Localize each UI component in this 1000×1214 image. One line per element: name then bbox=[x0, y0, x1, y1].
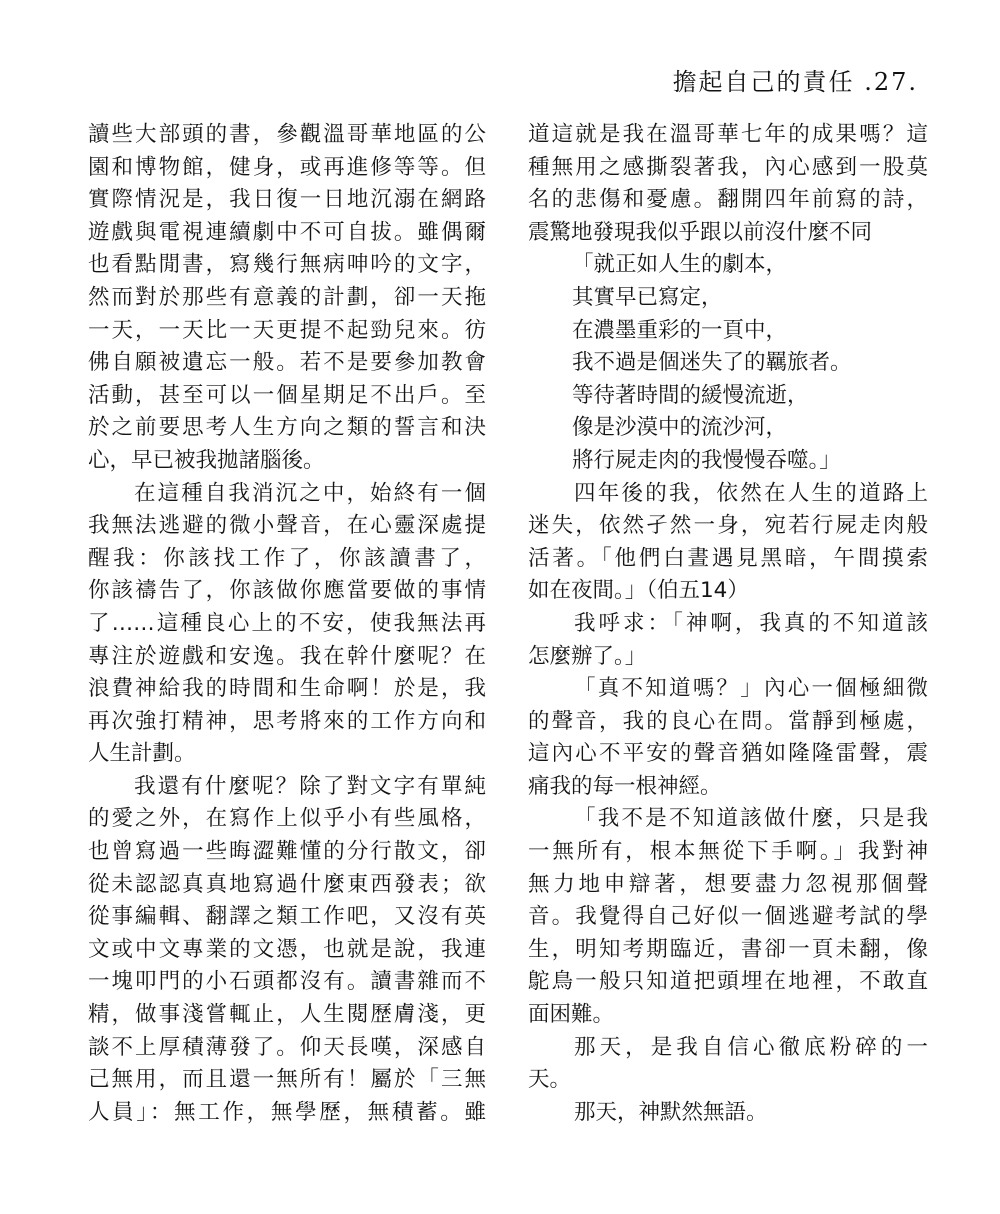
text-line: 天。 bbox=[528, 1067, 572, 1093]
text-line: 迷失，依然孑然一身，宛若行屍走肉般 bbox=[528, 513, 928, 539]
text-line: 無力地申辯著，想要盡力忽視那個聲 bbox=[528, 871, 928, 897]
text-line: 人生計劃。 bbox=[88, 741, 196, 767]
text-line: 名的悲傷和憂慮。翻開四年前寫的詩， bbox=[528, 187, 928, 213]
left-text-column bbox=[88, 119, 486, 1129]
text-line: 生，明知考期臨近，書卻一頁未翻，像 bbox=[528, 936, 928, 962]
paragraph-start-line: 四年後的我，依然在人生的道路上 bbox=[574, 480, 928, 506]
text-line: 道這就是我在溫哥華七年的成果嗎？這 bbox=[528, 122, 928, 147]
text-line: 我無法逃避的微小聲音，在心靈深處提 bbox=[88, 513, 486, 539]
text-line: 一天，一天比一天更提不起勁兒來。彷 bbox=[88, 317, 486, 343]
text-line: 園和博物館，健身，或再進修等等。但 bbox=[88, 154, 486, 180]
poem-line: 我不過是個迷失了的羈旅者。 bbox=[572, 350, 852, 376]
poem-line: 在濃墨重彩的一頁中， bbox=[572, 317, 788, 343]
poem-line: 其實早已寫定， bbox=[572, 284, 723, 310]
text-line: 如在夜間。」（伯五14） bbox=[528, 578, 749, 604]
text-line: 醒我：你該找工作了，你該讀書了， bbox=[88, 545, 486, 571]
text-line: 種無用之感撕裂著我，內心感到一股莫 bbox=[528, 154, 928, 180]
running-header: 擔起自己的責任 .27. bbox=[672, 68, 918, 96]
text-line: 心，早已被我拋諸腦後。 bbox=[88, 447, 325, 473]
text-line: 於之前要思考人生方向之類的誓言和決 bbox=[88, 415, 486, 441]
text-line: 你該禱告了，你該做你應當要做的事情 bbox=[88, 578, 486, 604]
poem-line: 將行屍走肉的我慢慢吞噬。」 bbox=[572, 447, 841, 473]
paragraph-start-line: 我呼求：「神啊，我真的不知道該 bbox=[574, 610, 928, 636]
paragraph-start-line: 那天，是我自信心徹底粉碎的一 bbox=[574, 1034, 928, 1060]
text-line: 一無所有，根本無從下手啊。」我對神 bbox=[528, 839, 928, 865]
text-line: 活動，甚至可以一個星期足不出戶。至 bbox=[88, 382, 486, 408]
text-line: 人員」：無工作，無學歷，無積蓄。雖 bbox=[88, 1099, 486, 1125]
text-line: 面困難。 bbox=[528, 1002, 615, 1028]
text-line: 的聲音，我的良心在問。當靜到極處， bbox=[528, 708, 928, 734]
text-line: 從未認認真真地寫過什麼東西發表；欲 bbox=[88, 871, 486, 897]
text-line: 的愛之外，在寫作上似乎小有些風格， bbox=[88, 806, 486, 832]
text-line: 實際情況是，我日復一日地沉溺在網路 bbox=[88, 187, 486, 213]
text-line: 痛我的每一根神經。 bbox=[528, 773, 722, 799]
text-line: 震驚地發現我似乎跟以前沒什麼不同 bbox=[528, 219, 873, 245]
text-line: 佛自願被遺忘一般。若不是要參加教會 bbox=[88, 350, 486, 376]
text-line: 浪費神給我的時間和生命啊！於是，我 bbox=[88, 676, 486, 702]
text-line: 遊戲與電視連續劇中不可自拔。雖偶爾 bbox=[88, 219, 486, 245]
paragraph-start-line: 「我不是不知道該做什麼，只是我 bbox=[574, 806, 928, 832]
text-line: 鴕鳥一般只知道把頭埋在地裡，不敢直 bbox=[528, 969, 928, 995]
text-line: 精，做事淺嘗輒止，人生閱歷膚淺，更 bbox=[88, 1002, 486, 1028]
text-line: 己無用，而且還一無所有！屬於「三無 bbox=[88, 1067, 486, 1093]
right-text-column bbox=[528, 119, 928, 1129]
text-line: 再次強打精神，思考將來的工作方向和 bbox=[88, 708, 486, 734]
text-line: 從事編輯、翻譯之類工作吧，又沒有英 bbox=[88, 904, 486, 930]
paragraph-start-line: 我還有什麼呢？除了對文字有單純 bbox=[134, 773, 486, 799]
text-line: 談不上厚積薄發了。仰天長嘆，深感自 bbox=[88, 1034, 486, 1060]
text-line: 活著。「他們白晝遇見黑暗，午間摸索 bbox=[528, 545, 928, 571]
text-line: 文或中文專業的文憑，也就是說，我連 bbox=[88, 936, 486, 962]
text-line: 了……這種良心上的不安，使我無法再 bbox=[88, 610, 486, 636]
text-line: 這內心不平安的聲音猶如隆隆雷聲，震 bbox=[528, 741, 928, 767]
paragraph-start-line: 在這種自我消沉之中，始終有一個 bbox=[134, 480, 486, 506]
poem-line: 「就正如人生的劇本， bbox=[572, 252, 788, 278]
text-line: 也看點閒書，寫幾行無病呻吟的文字， bbox=[88, 252, 486, 278]
text-line: 專注於遊戲和安逸。我在幹什麼呢？在 bbox=[88, 643, 486, 669]
poem-line: 等待著時間的緩慢流逝， bbox=[572, 382, 809, 408]
paragraph-start-line: 那天，神默然無語。 bbox=[574, 1099, 768, 1125]
paragraph-start-line: 「真不知道嗎？」內心一個極細微 bbox=[574, 676, 928, 702]
text-line: 然而對於那些有意義的計劃，卻一天拖 bbox=[88, 284, 486, 310]
text-line: 讀些大部頭的書，參觀溫哥華地區的公 bbox=[88, 122, 486, 147]
text-line: 怎麼辦了。」 bbox=[528, 643, 647, 669]
poem-line: 像是沙漠中的流沙河， bbox=[572, 415, 788, 441]
text-line: 一塊叩門的小石頭都沒有。讀書雜而不 bbox=[88, 969, 486, 995]
text-line: 也曾寫過一些晦澀難懂的分行散文，卻 bbox=[88, 839, 486, 865]
text-line: 音。我覺得自己好似一個逃避考試的學 bbox=[528, 904, 928, 930]
